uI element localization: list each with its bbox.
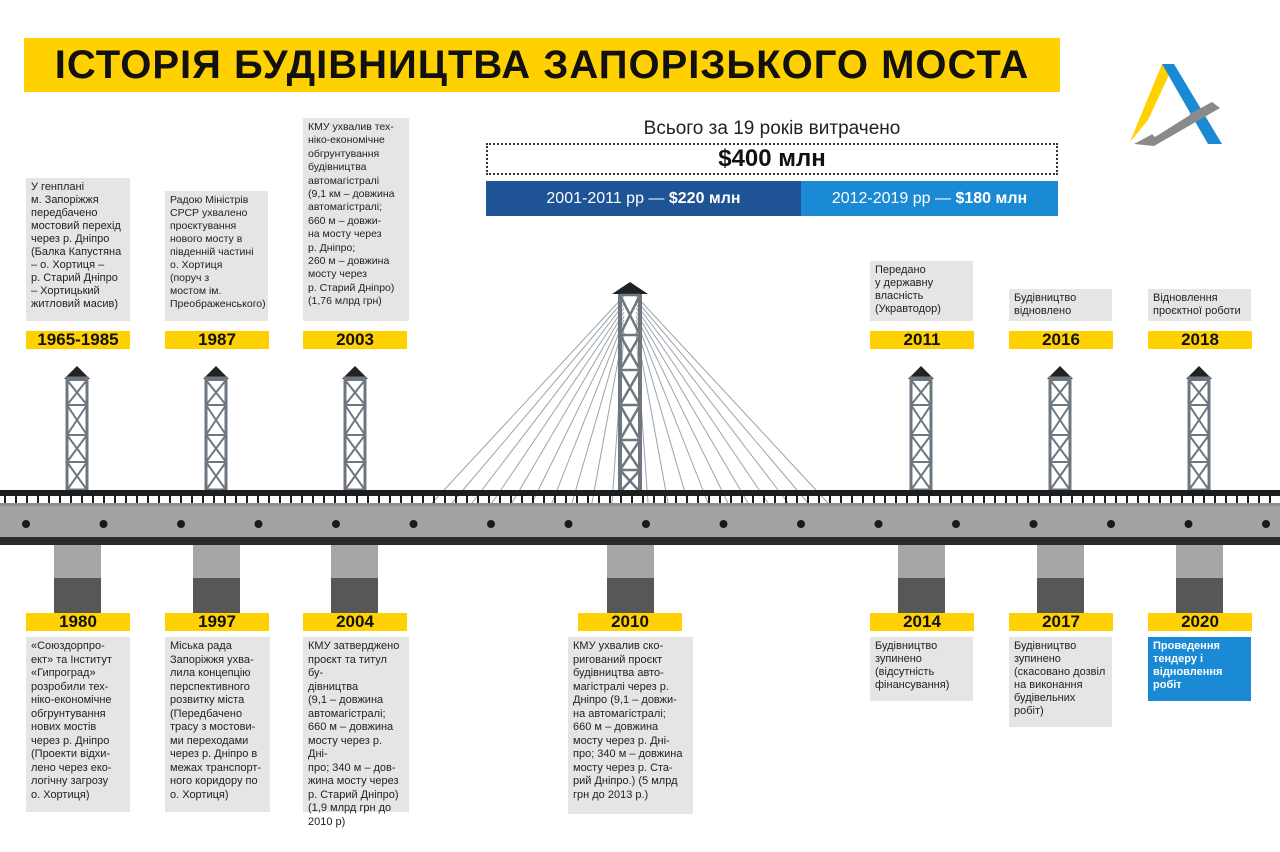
year-label-1987: 1987: [165, 331, 269, 349]
bridge-pier: [607, 545, 654, 613]
cable-stays: [432, 296, 828, 503]
year-label-2004: 2004: [303, 613, 407, 631]
event-note-1997: Міська рада Запоріжжя ухва- лила концепцію перспективного розвитку міста (Передбачено трасу з мостови- ми переходами через р. Дніпро в межах транспорт- ного коридору по о. Хортиця): [165, 637, 270, 812]
event-note-1987: Радою Міністрів СРСР ухвалено проєктування нового мосту в південній частині о. Хортиця (поруч з мостом ім. Преображенського): [165, 191, 268, 321]
event-note-2020: Проведення тендеру і відновлення робіт: [1148, 637, 1251, 701]
year-label-2003: 2003: [303, 331, 407, 349]
period-amount: $180 млн: [955, 190, 1028, 207]
spending-label: Всього за 19 років витрачено: [643, 118, 901, 139]
bridge-pier: [1037, 545, 1084, 613]
period-amount: $220 млн: [668, 190, 741, 207]
year-label-2011: 2011: [870, 331, 974, 349]
bridge-pier: [331, 545, 378, 613]
cable-stay: [572, 324, 624, 503]
event-note-2010: КМУ ухвалив ско- ригований проєкт будівництва авто- магістралі через р. Дніпро (9,1 – довжи- на автомагістралі; 660 м – довжина мосту через р. Дні- про; 340 м – довжина мосту через р. Ста- рий Дніпро.) (5 млрд грн до 2013 р.): [568, 637, 693, 814]
cable-stay: [636, 300, 808, 503]
event-note-2011: Передано у державну власність (Укравтодор): [870, 261, 973, 321]
cable-stay: [492, 308, 624, 503]
year-label-2018: 2018: [1148, 331, 1252, 349]
cable-stay: [636, 324, 688, 503]
cable-stay: [552, 320, 624, 503]
side-tower: [1047, 366, 1073, 490]
event-note-2018: Відновлення проєктної роботи: [1148, 289, 1251, 321]
bridge-pier: [898, 545, 945, 613]
year-label-2014: 2014: [870, 613, 974, 631]
main-pylon: [612, 282, 648, 493]
year-label-1965-1985: 1965-1985: [26, 331, 130, 349]
event-note-1980: «Союздорпро- ект» та Інститут «Гипроград» розробили тех- ніко-економічне обгрунтування нових мостів через р. Дніпро (Проекти відхи- лено через еко- логічну загрозу о. Хортиця): [26, 637, 130, 812]
year-label-2020: 2020: [1148, 613, 1252, 631]
cable-stay: [452, 300, 624, 503]
event-note-2017: Будівництво зупинено (скасовано дозвіл на виконання будівельних робіт): [1009, 637, 1112, 727]
cable-stay: [532, 316, 624, 503]
side-tower: [342, 366, 368, 490]
side-tower: [908, 366, 934, 490]
cable-stay: [636, 316, 728, 503]
cable-stay: [636, 296, 828, 503]
period-label: 2012-2019 рр —: [831, 190, 956, 207]
year-label-1997: 1997: [165, 613, 269, 631]
event-note-2003: КМУ ухвалив тех- ніко-економічне обгрунтування будівництва автомагістралі (9,1 км – довжина автомагістралі; 660 м – довжи- на мосту через р. Дніпро; 260 м – довжина мосту через р. Старий Дніпро) (1,76 млрд грн): [303, 118, 409, 321]
event-note-1965-1985: У генплані м. Запоріжжя передбачено мостовий перехід через р. Дніпро (Балка Капустяна – о. Хортиця – р. Старий Дніпро – Хортицький житловий масив): [26, 178, 130, 321]
side-tower: [1186, 366, 1212, 490]
spending-total: $400 млн: [718, 145, 826, 172]
page-title: ІСТОРІЯ БУДІВНИЦТВА ЗАПОРІЗЬКОГО МОСТА: [54, 43, 1030, 87]
side-tower: [64, 366, 90, 490]
event-note-2014: Будівництво зупинено (відсутність фінансування): [870, 637, 973, 701]
cable-stay: [512, 312, 624, 503]
cable-stay: [636, 320, 708, 503]
side-tower: [203, 366, 229, 490]
year-label-1980: 1980: [26, 613, 130, 631]
year-label-2017: 2017: [1009, 613, 1113, 631]
bridge-pier: [1176, 545, 1223, 613]
year-label-2010: 2010: [578, 613, 682, 631]
bridge-pier: [193, 545, 240, 613]
cable-stay: [636, 312, 748, 503]
event-note-2004: КМУ затверджено проєкт та титул бу- дівництва (9,1 – довжина автомагістралі; 660 м – довжина мосту через р. Дні- про; 340 м – дов- жина мосту через р. Старий Дніпро) (1,9 млрд грн до 2010 р): [303, 637, 409, 812]
event-note-2016: Будівництво відновлено: [1009, 289, 1112, 321]
year-label-2016: 2016: [1009, 331, 1113, 349]
cable-stay: [636, 308, 768, 503]
period-label: 2001-2011 рр —: [546, 190, 669, 207]
bridge-piers: [54, 545, 1223, 613]
cable-stay: [432, 296, 624, 503]
bridge-pier: [54, 545, 101, 613]
